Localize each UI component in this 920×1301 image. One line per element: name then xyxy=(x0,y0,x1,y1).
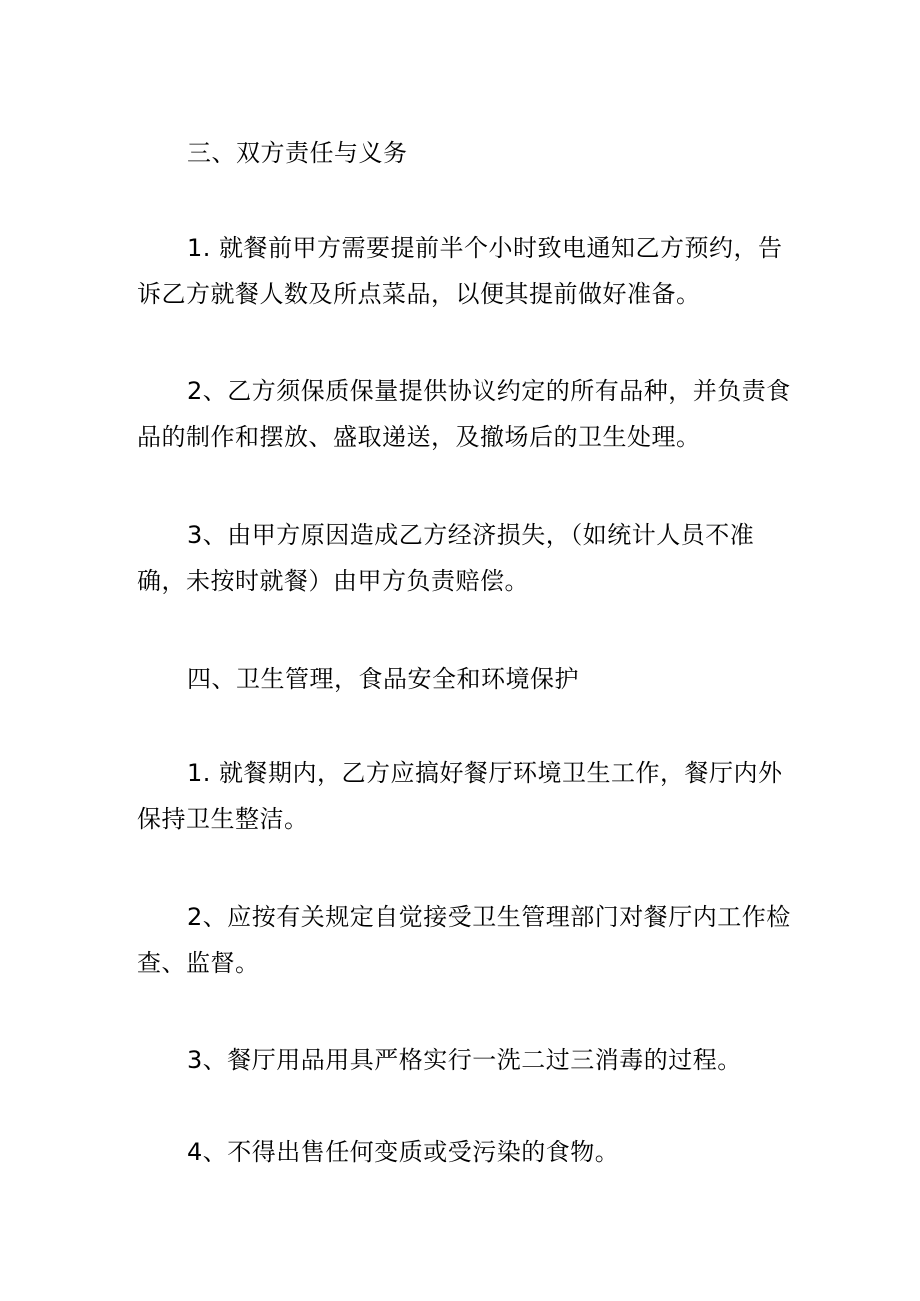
clause-3-1: 1. 就餐前甲方需要提前半个小时致电通知乙方预约，告诉乙方就餐人数及所点菜品，以便其提前做好准备。 xyxy=(137,234,783,308)
section-heading-responsibilities: 三、双方责任与义务 xyxy=(187,139,408,167)
clause-3-2: 2、乙方须保质保量提供协议约定的所有品种，并负责食品的制作和摆放、盛取递送，及撤场后的卫生处理。 xyxy=(137,377,791,451)
clause-4-1: 1. 就餐期内，乙方应搞好餐厅环境卫生工作，餐厅内外保持卫生整洁。 xyxy=(137,759,783,833)
clause-3-3: 3、由甲方原因造成乙方经济损失，（如统计人员不准确，未按时就餐）由甲方负责赔偿。 xyxy=(137,521,755,595)
clause-4-3: 3、餐厅用品用具严格实行一洗二过三消毒的过程。 xyxy=(187,1046,742,1074)
clause-4-4: 4、不得出售任何变质或受污染的食物。 xyxy=(187,1138,620,1166)
clause-4-2: 2、应按有关规定自觉接受卫生管理部门对餐厅内工作检查、监督。 xyxy=(137,903,791,977)
section-heading-hygiene: 四、卫生管理，食品安全和环境保护 xyxy=(187,665,579,693)
